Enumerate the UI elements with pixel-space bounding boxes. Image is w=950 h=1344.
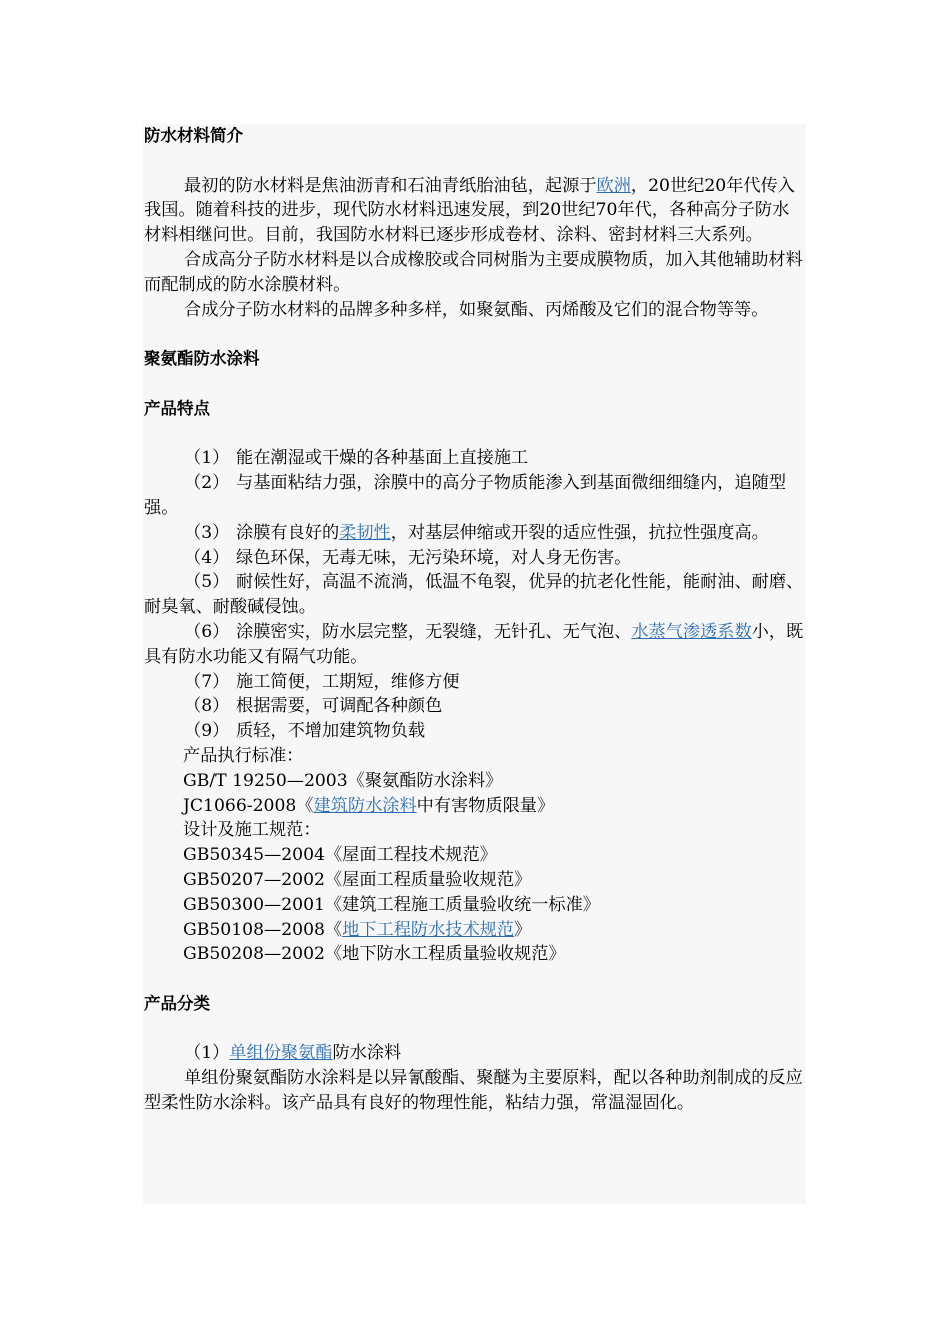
intro-title: 防水材料简介 <box>144 126 243 145</box>
feature-item: （3） 涂膜有良好的柔韧性，对基层伸缩或开裂的适应性强，抗拉性强度高。 <box>184 522 769 543</box>
section-title-polyurethane: 聚氨酯防水涂料 <box>144 349 260 369</box>
feature-item: （8） 根据需要，可调配各种颜色 <box>184 696 443 717</box>
feature-item: （2） 与基面粘结力强，涂膜中的高分子物质能渗入到基面微细细缝内，追随型强。 <box>144 473 787 518</box>
intro-paragraph-3: 合成分子防水材料的品牌多种多样，如聚氨酯、丙烯酸及它们的混合物等等。 <box>184 299 769 320</box>
link-single-component-pu[interactable]: 单组份聚氨酯 <box>229 1043 333 1064</box>
feature-item: （7） 施工简便，工期短，维修方便 <box>184 671 460 692</box>
link-underground-waterproof-spec[interactable]: 地下工程防水技术规范 <box>342 919 515 940</box>
design-spec-label: 设计及施工规范： <box>183 820 321 841</box>
link-europe[interactable]: 欧洲 <box>596 175 631 196</box>
spec-line: GB50300—2001《建筑工程施工质量验收统一标准》 <box>183 894 600 915</box>
classification-item: （1）单组份聚氨酯防水涂料 <box>184 1043 402 1064</box>
link-flexibility[interactable]: 柔韧性 <box>339 522 391 543</box>
intro-paragraph-2: 合成高分子防水材料是以合成橡胶或合同树脂为主要成膜物质，加入其他辅助材料而配制成的防水涂膜材料。 <box>144 249 803 295</box>
link-building-waterproof-coating[interactable]: 建筑防水涂料 <box>313 795 417 816</box>
classification-description: 单组份聚氨酯防水涂料是以异氰酸酯、聚醚为主要原料，配以各种助剂制成的反应型柔性防水涂料。该产品具有良好的物理性能，粘结力强，常温湿固化。 <box>144 1068 803 1114</box>
feature-item: （4） 绿色环保，无毒无味，无污染环境，对人身无伤害。 <box>184 547 632 568</box>
spec-line: GB50208—2002《地下防水工程质量验收规范》 <box>183 944 566 965</box>
spec-line: GB50108—2008《地下工程防水技术规范》 <box>183 919 532 940</box>
feature-item: （6） 涂膜密实，防水层完整，无裂缝，无针孔、无气泡、水蒸气渗透系数小，既具有防水功能又有隔气功能。 <box>144 621 804 667</box>
standard-line: JC1066-2008《建筑防水涂料中有害物质限量》 <box>183 795 555 816</box>
intro-paragraph-1: 最初的防水材料是焦油沥青和石油青纸胎油毡，起源于欧洲，20世纪20年代传入我国。随着科技的进步，现代防水材料迅速发展，到20世纪70年代，各种高分子防水材料相继问世。目前，我国防水材料已逐步形成卷材、涂料、密封材料三大系列。 <box>144 175 795 246</box>
spec-line: GB50345—2004《屋面工程技术规范》 <box>183 845 497 866</box>
feature-item: （9） 质轻，不增加建筑物负载 <box>184 721 426 742</box>
classification-title: 产品分类 <box>144 993 210 1013</box>
standard-line: GB/T 19250—2003《聚氨酯防水涂料》 <box>183 770 503 791</box>
feature-item: （5） 耐候性好，高温不流淌，低温不龟裂，优异的抗老化性能，能耐油、耐磨、耐臭氧、耐酸碱侵蚀。 <box>144 572 804 618</box>
features-title: 产品特点 <box>144 398 210 418</box>
standards-exec-label: 产品执行标准： <box>183 745 304 766</box>
feature-item: （1） 能在潮湿或干燥的各种基面上直接施工 <box>184 448 529 469</box>
spec-line: GB50207—2002《屋面工程质量验收规范》 <box>183 869 532 890</box>
link-vapor-permeability[interactable]: 水蒸气渗透系数 <box>631 621 752 642</box>
document-content <box>144 124 806 1116</box>
